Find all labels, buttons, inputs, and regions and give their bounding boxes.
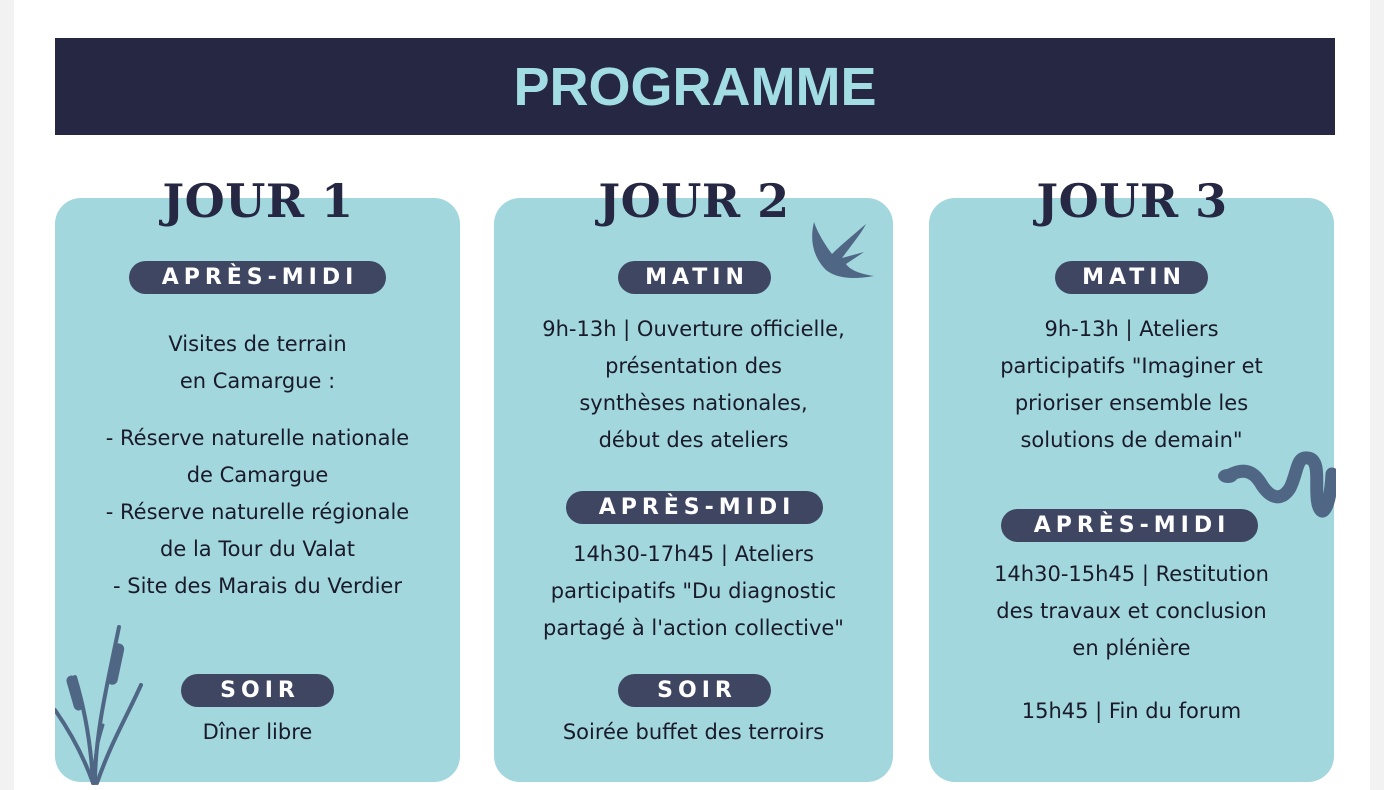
programme-banner [55,38,1335,135]
day-3-morning-label: MATIN [1055,261,1208,294]
reed-icon [55,625,145,785]
day-1-afternoon-intro: Visites de terrain en Camargue : [168,332,347,393]
day-2-evening-text: Soirée buffet des terroirs [562,720,825,744]
day-2-evening-label: SOIR [618,674,771,707]
day-1-afternoon-sites: - Réserve naturelle nationale de Camargue - Réserve naturelle régionale de la Tour du Valat - Site des Marais du Verdier [105,426,410,598]
day-3-afternoon-label: APRÈS-MIDI [1001,509,1258,542]
day-2-title: JOUR 2 [598,174,790,228]
day-3-afternoon-text: 14h30-15h45 | Restitution des travaux et conclusion en plénière [994,562,1269,660]
day-2-afternoon-label: APRÈS-MIDI [566,491,823,524]
day-1-afternoon-label: APRÈS-MIDI [129,261,386,294]
page-title: PROGRAMME [513,56,877,117]
day-3-title: JOUR 3 [1036,174,1228,228]
day-3-morning-text: 9h-13h | Ateliers participatifs "Imaginer et prioriser ensemble les solutions de demain" [1000,317,1263,452]
swallow-icon [804,218,878,284]
day-1-title: JOUR 1 [162,174,354,228]
day-3-closing-text: 15h45 | Fin du forum [1021,699,1242,723]
day-2-morning-label: MATIN [618,261,771,294]
day-1-evening-label: SOIR [181,674,334,707]
day-2-afternoon-text: 14h30-17h45 | Ateliers participatifs "Du diagnostic partagé à l'action collective" [543,542,844,640]
day-1-evening-text: Dîner libre [202,720,313,744]
day-2-morning-text: 9h-13h | Ouverture officielle, présentation des synthèses nationales, début des ateliers [542,317,845,452]
